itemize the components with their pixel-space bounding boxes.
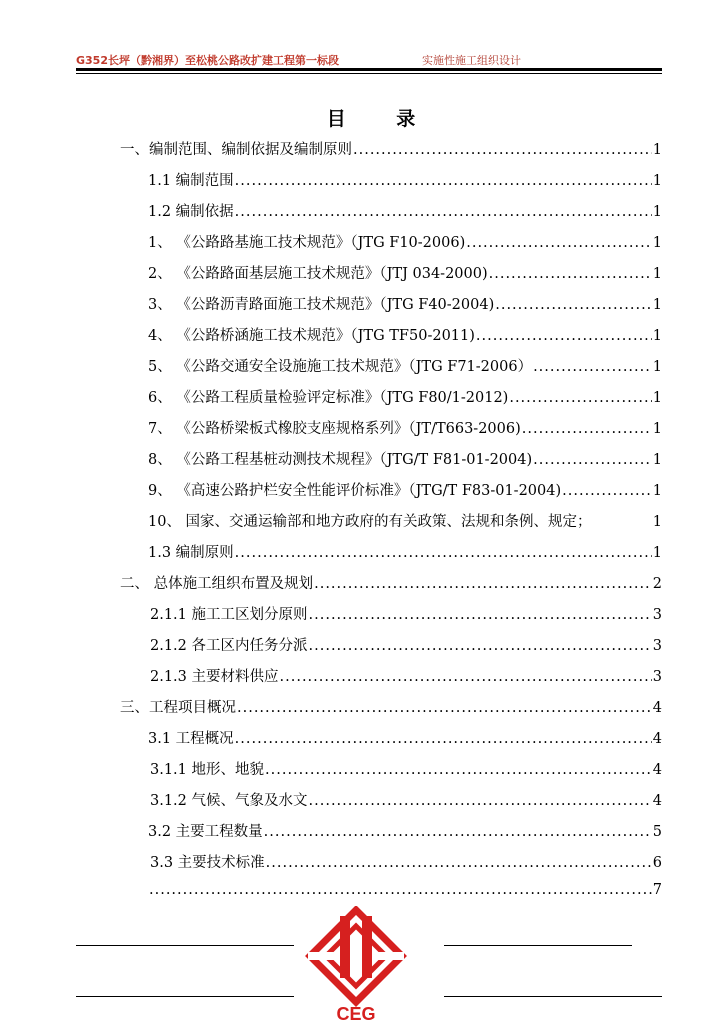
toc-entry-label: 2.1.2 各工区内任务分派: [150, 638, 308, 654]
toc-entry[interactable]: [148, 262, 662, 284]
toc-entry-label: 7、 《公路桥梁板式橡胶支座规格系列》（JT/T663-2006): [148, 421, 521, 437]
toc-entry-label: 1.1 编制范围: [148, 173, 234, 189]
toc-entry[interactable]: [148, 820, 662, 842]
toc-entry-page: 1: [652, 545, 662, 561]
toc-entry[interactable]: [150, 634, 662, 656]
toc-entry-label: 三、工程项目概况: [120, 700, 236, 716]
toc-entry-label: 一、编制范围、编制依据及编制原则: [120, 142, 352, 158]
toc-entry[interactable]: [120, 138, 662, 160]
toc-entry[interactable]: [148, 293, 662, 315]
toc-entry-page: 1: [652, 173, 662, 189]
header-rule-thick: [76, 68, 662, 71]
toc-entry-label: 10、 国家、交通运输部和地方政府的有关政策、法规和条例、规定；: [148, 514, 592, 530]
toc-entry[interactable]: [150, 603, 662, 625]
toc-entry-page: 3: [652, 669, 662, 685]
toc-entry-label: 4、 《公路桥涵施工技术规范》（JTG TF50-2011): [148, 328, 475, 344]
toc-entry-page: 4: [652, 793, 662, 809]
toc-entry[interactable]: [148, 324, 662, 346]
footer-rule-left-lower: [76, 996, 294, 997]
toc-entry[interactable]: [148, 169, 662, 191]
page-header: [76, 50, 662, 68]
toc-entry[interactable]: [148, 200, 662, 222]
toc-entry-page: 1: [652, 266, 662, 282]
toc-entry-label: 1、 《公路路基施工技术规范》（JTG F10-2006): [148, 235, 466, 251]
toc-entry[interactable]: [120, 572, 662, 594]
toc-entry[interactable]: [148, 882, 662, 904]
toc-entry-page: 1: [652, 235, 662, 251]
toc-entry-page: 4: [652, 731, 662, 747]
toc-entry-page: 5: [652, 824, 662, 840]
toc-entry-page: 1: [652, 514, 662, 530]
toc-entry-page: 1: [652, 328, 662, 344]
toc-entry[interactable]: [148, 417, 662, 439]
toc-entry-label: 3.1.1 地形、地貌: [150, 762, 265, 778]
toc-entry[interactable]: [150, 789, 662, 811]
toc-entry-label: 1.2 编制依据: [148, 204, 234, 220]
footer-rule-left-upper: [76, 945, 294, 946]
toc-entry-page: 1: [652, 359, 662, 375]
toc-entry[interactable]: [148, 510, 662, 532]
toc-entry-label: 2.1.3 主要材料供应: [150, 669, 279, 685]
toc-entry-label: 3.1 工程概况: [148, 731, 234, 747]
toc-entry-page: 2: [652, 576, 662, 592]
logo-text: CEG: [336, 1004, 376, 1024]
toc-entry[interactable]: [150, 665, 662, 687]
toc-entry-label: 3.1.2 气候、气象及水文: [150, 793, 308, 809]
toc-entry-page: 1: [652, 421, 662, 437]
ceg-logo: [300, 906, 412, 1024]
header-rule-thin: [76, 73, 662, 74]
toc-entry-label: 2、 《公路路面基层施工技术规范》（JTJ 034-2000): [148, 266, 488, 282]
toc-entry[interactable]: [148, 727, 662, 749]
toc-entry-page: 1: [652, 204, 662, 220]
toc-entry-page: 4: [652, 762, 662, 778]
toc-entry-page: 6: [652, 855, 662, 871]
toc-entry[interactable]: [148, 386, 662, 408]
header-project-title: G352长坪（黔湘界）至松桃公路改扩建工程第一标段: [76, 54, 339, 67]
toc-entry-label: 二、 总体施工组织布置及规划: [120, 576, 314, 592]
toc-title: 目 录: [326, 108, 438, 130]
header-document-type: 实施性施工组织设计: [422, 54, 521, 67]
toc-entry-label: 8、 《公路工程基桩动测技术规程》（JTG/T F81-01-2004): [148, 452, 533, 468]
toc-entry[interactable]: [148, 479, 662, 501]
toc-entry-page: 1: [652, 390, 662, 406]
toc-entry-page: 1: [652, 297, 662, 313]
toc-entry-label: 5、 《公路交通安全设施施工技术规范》（JTG F71-2006）: [148, 359, 533, 375]
toc-entry-label: 2.1.1 施工工区划分原则: [150, 607, 308, 623]
toc-entry-label: 6、 《公路工程质量检验评定标准》（JTG F80/1-2012): [148, 390, 509, 406]
toc-entry-page: 7: [652, 882, 662, 898]
toc-entry-label: 1.3 编制原则: [148, 545, 234, 561]
toc-entry[interactable]: [148, 448, 662, 470]
toc-entry-label: 3.3 主要技术标准: [150, 855, 265, 871]
toc-entry-page: 3: [652, 607, 662, 623]
toc-entry-label: 3.2 主要工程数量: [148, 824, 263, 840]
toc-entry[interactable]: [148, 541, 662, 563]
toc-entry-page: 1: [652, 483, 662, 499]
toc-entry-page: 3: [652, 638, 662, 654]
toc-entry[interactable]: [150, 758, 662, 780]
toc-entry-label: 9、 《高速公路护栏安全性能评价标准》（JTG/T F83-01-2004): [148, 483, 562, 499]
toc-entry-page: 1: [652, 452, 662, 468]
toc-entry-page: 1: [652, 142, 662, 158]
toc-entry[interactable]: [148, 231, 662, 253]
footer-rule-right-lower: [444, 996, 662, 997]
footer-rule-right-upper: [444, 945, 632, 946]
toc-entry-label: 3、 《公路沥青路面施工技术规范》（JTG F40-2004): [148, 297, 495, 313]
toc-entry-page: 4: [652, 700, 662, 716]
toc-entry[interactable]: [148, 355, 662, 377]
ceg-logo-icon: [300, 906, 412, 1024]
toc-entry[interactable]: [120, 696, 662, 718]
toc-entry[interactable]: [150, 851, 662, 873]
